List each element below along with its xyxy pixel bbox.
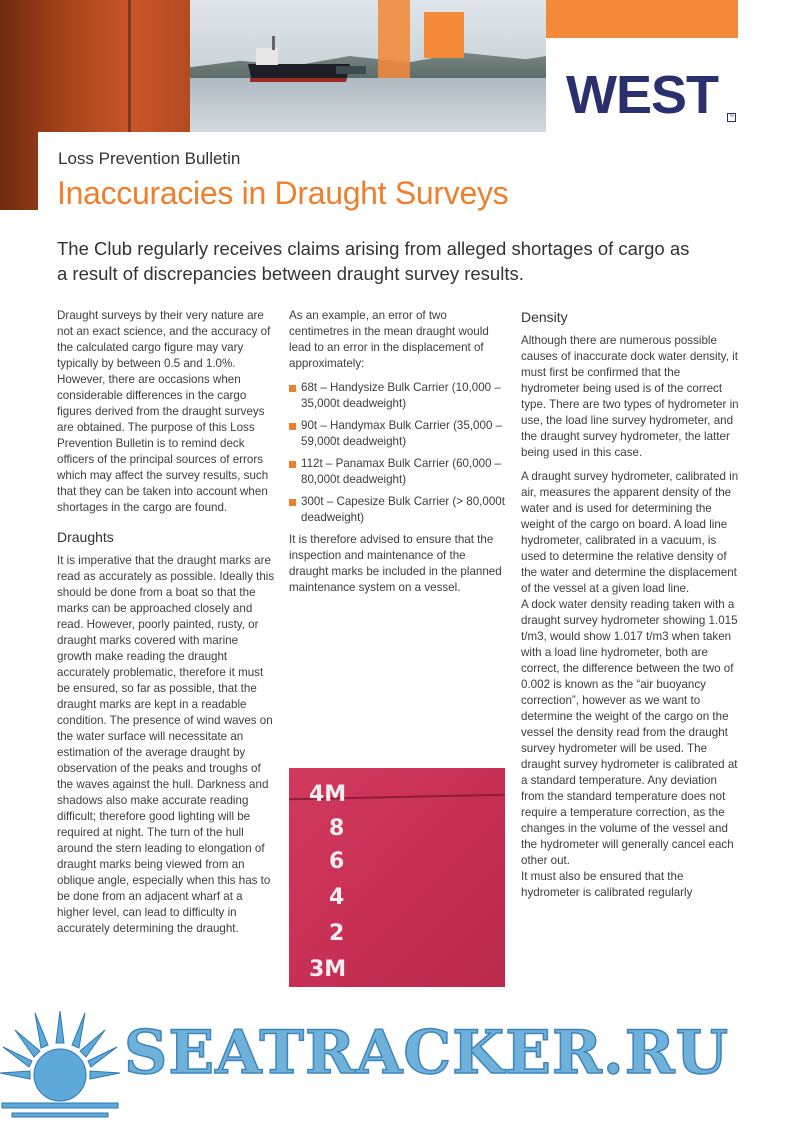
closing-paragraph: It is therefore advised to ensure that the inspection and maintenance of the draught marks be included in the planned maintenance system on a vessel.: [289, 533, 502, 594]
orange-bullet-icon: [289, 461, 296, 468]
list-item: [289, 418, 505, 450]
column-1: [57, 308, 275, 945]
section-heading-draughts: Draughts: [57, 529, 114, 545]
draught-mark: 2: [329, 921, 345, 946]
list-item-text: 90t – Handymax Bulk Carrier (35,000 – 59,000t deadweight): [301, 419, 503, 448]
orange-bullet-icon: [289, 385, 296, 392]
orange-accent-square: [424, 12, 464, 58]
section-heading-density: Density: [521, 309, 568, 325]
page-title: Inaccuracies in Draught Surveys: [57, 175, 509, 211]
density-paragraph-3: A dock water density reading taken with a draught survey hydrometer showing 1.015 t/m3, would show 1.017 t/m3 when taken with a load line hydrometer, both are correct, the difference between the two of 0.002 is known as the “air buoyancy correction”, however as we want to determine the weight of the cargo on the vessel the density read from the draught survey hydrometer will be used. The draught survey hydrometer is calibrated at a standard temperature. Any deviation from the standard temperature does not require a temperature correction, as the changes in the volume of the vessel and the hydrometer will generally cancel each other out.: [521, 598, 738, 867]
distant-ship: [336, 66, 366, 74]
list-item: [289, 380, 505, 412]
column-2: [289, 308, 505, 604]
density-paragraph-2: A draught survey hydrometer, calibrated in air, measures the apparent density of the water and is used for determining the weight of the cargo on board. A load line hydrometer, calibrated in a vacuum, is used to determine the relative density of the water and determine the displacement of the vessel at a given load line.: [521, 470, 739, 595]
orange-accent-block: [378, 0, 410, 78]
intro-paragraph: Draught surveys by their very nature are not an exact science, and the accuracy of the calculated cargo figure may vary typically by between 0.5 and 1.0%. However, there are occasions when considerable differences in the cargo figures derived from the draught surveys are obtained. The purpose of this Loss Prevention Bulletin is to remind deck officers of the principal sources of errors which may affect the survey results, such that they can be taken into account when shortages in the cargo are found.: [57, 309, 271, 514]
error-list: [289, 380, 505, 526]
lead-paragraph: The Club regularly receives claims arising from alleged shortages of cargo as a result of discrepancies between draught survey results.: [57, 238, 690, 284]
column-3: [521, 308, 739, 909]
example-paragraph: As an example, an error of two centimetres in the mean draught would lead to an error in the displacement of approximately:: [289, 309, 489, 370]
watermark-text: SEATRACKER.RU: [124, 1018, 729, 1088]
draught-marks-photo: [289, 768, 505, 987]
list-item-text: 112t – Panamax Bulk Carrier (60,000 – 80,000t deadweight): [301, 457, 502, 486]
draught-mark: 3M: [309, 957, 347, 982]
list-item-text: 300t – Capesize Bulk Carrier (> 80,000t deadweight): [301, 495, 505, 524]
density-paragraph-1: Although there are numerous possible causes of inaccurate dock water density, it must first be confirmed that the hydrometer being used is of the correct type. There are two types of hydrometer in use, the load line survey hydrometer, and the draught survey hydrometer, the latter being used in this case.: [521, 334, 739, 459]
orange-bullet-icon: [289, 499, 296, 506]
cargo-ship-mast: [272, 36, 275, 50]
trademark-icon: ™: [729, 114, 734, 120]
draught-mark: 6: [329, 849, 345, 874]
draught-mark: 4: [329, 885, 345, 910]
orange-bullet-icon: [289, 423, 296, 430]
density-paragraph-4: It must also be ensured that the hydrometer is calibrated regularly: [521, 870, 693, 899]
bulletin-label: Loss Prevention Bulletin: [58, 149, 241, 168]
list-item: [289, 494, 505, 526]
sun-watermark-icon: [0, 1005, 120, 1123]
list-item: [289, 456, 505, 488]
anchor-chain: [128, 0, 131, 135]
draught-mark: 8: [329, 816, 345, 841]
cargo-ship-superstructure: [256, 48, 278, 65]
west-logo: WEST: [566, 65, 718, 125]
list-item-text: 68t – Handysize Bulk Carrier (10,000 – 35,000t deadweight): [301, 381, 501, 410]
cargo-ship-waterline: [250, 78, 346, 82]
draught-mark: 4M: [309, 782, 347, 807]
draughts-paragraph: It is imperative that the draught marks are read as accurately as possible. Ideally this should be done from a boat so that the marks can be approached closely and read. However, poorly painted, rusty, or draught marks covered with marine growth make reading the draught accurately problematic, therefore it must be ensured, so far as possible, that the draught marks are kept in a readable condition. The presence of wind waves on the water surface will necessitate an estimation of the average draught by observation of the peaks and troughs of the waves against the hull. Darkness and shadows also make accurate reading difficult; therefore good lighting will be required at night. The turn of the hull around the stern leading to elongation of draught marks being viewed from an oblique angle, especially when this has to be done from an adjacent wharf at a higher level, can lead to difficulty in accurately determining the draught.: [57, 554, 275, 935]
